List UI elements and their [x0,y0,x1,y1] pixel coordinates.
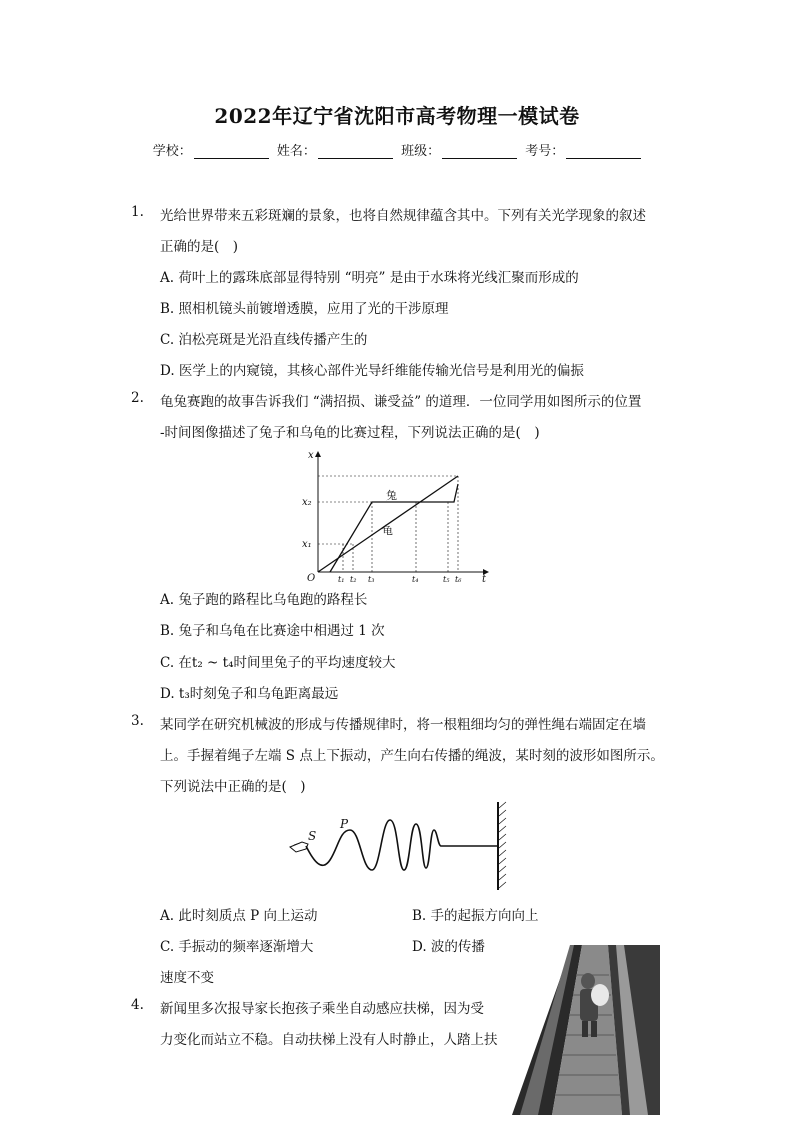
y-axis-label: x [308,450,314,461]
question-stem-line: 光给世界带来五彩斑斓的景象，也将自然规律蕴含其中。下列有关光学现象的叙述 [160,208,646,224]
question-number: 4. [131,997,144,1013]
option-d[interactable]: D. t₃时刻兔子和乌龟距离最远 [160,686,339,702]
name-blank[interactable] [318,145,393,159]
rope-wave-figure [286,800,516,892]
name-label: 姓名： [276,144,316,159]
option-a[interactable]: A. 荷叶上的露珠底部显得特别 “明亮” 是由于水珠将光线汇聚而形成的 [160,270,579,286]
class-label: 班级： [401,144,441,159]
x-tick-label: t₅ [443,575,450,583]
x-tick-label: t₆ [455,575,462,583]
question-stem-line: 龟兔赛跑的故事告诉我们 “满招损、谦受益” 的道理．一位同学用如图所示的位置 [160,394,642,410]
x-tick-label: t₁ [338,575,345,583]
origin-label: O [307,573,316,583]
wall-hatch [499,802,506,888]
option-d-continued: 速度不变 [160,970,214,986]
option-a[interactable]: A. 此时刻质点 P 向上运动 [160,908,318,924]
page-title: 2022年辽宁省沈阳市高考物理一模试卷 [214,104,580,128]
question-number: 1. [131,204,144,220]
class-blank[interactable] [442,145,517,159]
question-stem-line: -时间图像描述了兔子和乌龟的比赛过程，下列说法正确的是( ) [160,425,540,441]
question-number: 3. [131,713,144,729]
student-info-row [0,140,794,159]
option-c[interactable]: C. 泊松亮斑是光沿直线传播产生的 [160,332,368,348]
x-tick-label: t₄ [412,575,419,583]
option-b[interactable]: B. 照相机镜头前镀增透膜，应用了光的干涉原理 [160,301,449,317]
x-axis-label: t [482,574,487,583]
option-d[interactable]: D. 波的传播 [412,939,485,955]
option-d[interactable]: D. 医学上的内窥镜，其核心部件光导纤维能传输光信号是利用光的偏振 [160,363,584,379]
question-stem-line: 力变化而站立不稳。自动扶梯上没有人时静止，人踏上扶 [160,1032,498,1048]
x-tick-label: t₃ [368,575,375,583]
rope-wave [306,820,498,870]
question-stem-line: 某同学在研究机械波的形成与传播规律时，将一根粗细均匀的弹性绳右端固定在墙 [160,717,646,733]
option-b[interactable]: B. 手的起振方向向上 [412,908,539,924]
point-s-label: S [308,829,317,843]
question-stem-line: 上。手握着绳子左端 S 点上下振动，产生向右传播的绳波，某时刻的波形如图所示。 [160,748,664,764]
question-stem-line: 新闻里多次报导家长抱孩子乘坐自动感应扶梯，因为受 [160,1001,484,1017]
escalator-photo [512,945,660,1115]
position-time-graph [298,448,494,583]
rabbit-label: 兔 [386,489,397,502]
question-stem-line: 下列说法中正确的是( ) [160,779,306,795]
y-tick-label: x₂ [302,497,312,508]
option-c[interactable]: C. 手振动的频率逐渐增大 [160,939,314,955]
option-c[interactable]: C. 在t₂ ~ t₄时间里兔子的平均速度较大 [160,655,396,671]
question-number: 2. [131,390,144,406]
question-stem-line: 正确的是( ) [160,239,239,255]
school-label: 学校： [152,144,192,159]
exam-no-blank[interactable] [566,145,641,159]
turtle-label: 龟 [382,524,393,537]
school-blank[interactable] [194,145,269,159]
exam-no-label: 考号： [525,144,565,159]
y-tick-label: x₁ [302,539,312,550]
option-b[interactable]: B. 兔子和乌龟在比赛途中相遇过 1 次 [160,623,385,639]
hand-icon [290,842,308,852]
x-tick-label: t₂ [350,575,357,583]
option-a[interactable]: A. 兔子跑的路程比乌龟跑的路程长 [160,592,368,608]
point-p-label: P [340,817,349,831]
